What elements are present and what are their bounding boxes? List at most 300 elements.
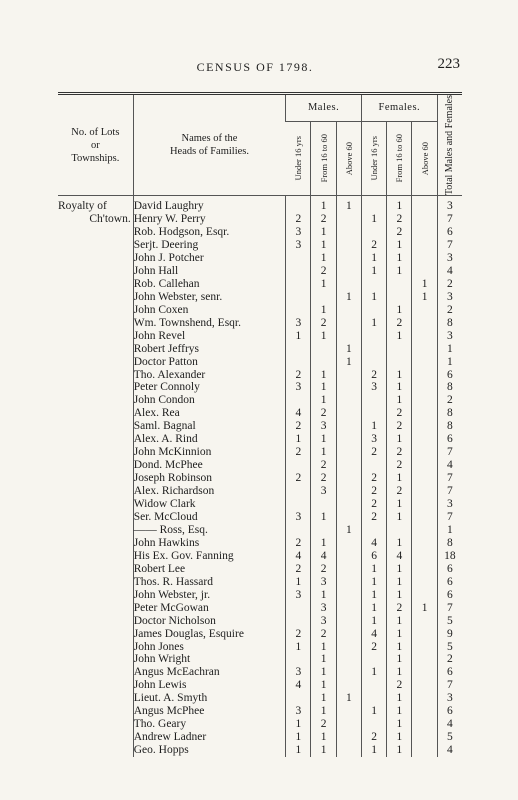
count-cell-m2: 1: [311, 666, 336, 679]
page-title: CENSUS OF 1798.: [196, 60, 314, 74]
count-cell-f1: [361, 407, 386, 420]
count-cell-m2: 2: [311, 718, 336, 731]
count-cell-m3: 1: [336, 692, 361, 705]
table-row: [58, 589, 462, 602]
count-cell-m1: 2: [286, 369, 311, 382]
head-of-family-name: Thos. R. Hassard: [133, 576, 286, 589]
census-rows: [58, 196, 462, 757]
township-cell: [58, 433, 133, 446]
count-cell-f3: [412, 628, 437, 641]
count-cell-f2: [387, 524, 412, 537]
count-cell-m3: [336, 731, 361, 744]
count-cell-f2: 1: [387, 511, 412, 524]
count-cell-m3: [336, 394, 361, 407]
count-cell-f2: [387, 356, 412, 369]
township-cell: [58, 317, 133, 330]
township-cell: Royalty of: [58, 200, 107, 213]
count-cell-m2: 1: [311, 589, 336, 602]
count-cell-f3: [412, 718, 437, 731]
count-cell-m3: [336, 679, 361, 692]
count-cell-m3: [336, 576, 361, 589]
township-cell: [58, 705, 133, 718]
township-cell: [58, 628, 133, 641]
count-cell-f1: 2: [361, 485, 386, 498]
count-cell-f2: 2: [387, 602, 412, 615]
count-cell-m1: 2: [286, 537, 311, 550]
count-cell-m1: [286, 252, 311, 265]
count-cell-m2: 1: [311, 330, 336, 343]
total-cell: 7: [437, 472, 462, 485]
page-header: [50, 58, 460, 78]
count-cell-m1: 3: [286, 511, 311, 524]
count-cell-f3: [412, 226, 437, 239]
total-cell: 7: [437, 213, 462, 226]
count-cell-m2: [311, 524, 336, 537]
count-cell-f1: 2: [361, 369, 386, 382]
count-cell-m2: 1: [311, 511, 336, 524]
count-cell-f2: [387, 343, 412, 356]
count-cell-m1: [286, 304, 311, 317]
count-cell-f3: [412, 446, 437, 459]
township-cell: [58, 641, 133, 654]
township-cell: [58, 472, 133, 485]
count-cell-m3: [336, 472, 361, 485]
count-cell-f2: 2: [387, 459, 412, 472]
head-of-family-name: Serjt. Deering: [133, 239, 286, 252]
count-cell-m2: 4: [311, 550, 336, 563]
table-row: [58, 265, 462, 278]
township-cell: [58, 381, 133, 394]
count-cell-f2: 1: [387, 641, 412, 654]
count-cell-f2: 2: [387, 317, 412, 330]
count-cell-m3: 1: [336, 356, 361, 369]
total-cell: 2: [437, 653, 462, 666]
table-row: [58, 641, 462, 654]
count-cell-m3: 1: [336, 524, 361, 537]
count-cell-m1: [286, 291, 311, 304]
count-cell-m1: 3: [286, 317, 311, 330]
count-cell-f3: [412, 317, 437, 330]
column-group-females: Females.: [361, 94, 437, 122]
head-of-family-name: Rob. Callehan: [133, 278, 286, 291]
township-cell: [58, 498, 133, 511]
total-cell: 8: [437, 317, 462, 330]
table-row: [58, 602, 462, 615]
count-cell-m2: 1: [311, 641, 336, 654]
head-of-family-name: Henry W. Perry: [133, 213, 286, 226]
count-cell-f3: [412, 356, 437, 369]
count-cell-f2: 2: [387, 407, 412, 420]
count-cell-m3: [336, 628, 361, 641]
total-cell: 6: [437, 589, 462, 602]
count-cell-m2: [311, 343, 336, 356]
head-of-family-name: Angus McEachran: [133, 666, 286, 679]
count-cell-m1: 2: [286, 446, 311, 459]
table-row: [58, 498, 462, 511]
head-of-family-name: Peter McGowan: [133, 602, 286, 615]
township-cell: [58, 731, 133, 744]
count-cell-f1: [361, 304, 386, 317]
count-cell-m3: [336, 252, 361, 265]
count-cell-m1: 3: [286, 666, 311, 679]
head-of-family-name: —— Ross, Esq.: [133, 524, 286, 537]
count-cell-m1: [286, 356, 311, 369]
count-cell-m3: [336, 589, 361, 602]
count-cell-m1: [286, 196, 311, 213]
count-cell-f3: [412, 420, 437, 433]
table-row: [58, 239, 462, 252]
count-cell-m2: 2: [311, 472, 336, 485]
table-row: [58, 304, 462, 317]
count-cell-f3: [412, 196, 437, 213]
count-cell-m1: [286, 343, 311, 356]
count-cell-m3: [336, 550, 361, 563]
head-of-family-name: Joseph Robinson: [133, 472, 286, 485]
count-cell-f1: 4: [361, 628, 386, 641]
count-cell-m3: [336, 265, 361, 278]
column-header-names: Names of the Heads of Families.: [133, 94, 286, 196]
count-cell-m2: 2: [311, 563, 336, 576]
count-cell-m2: 3: [311, 615, 336, 628]
table-row: [58, 511, 462, 524]
count-cell-m2: 2: [311, 265, 336, 278]
count-cell-m2: [311, 356, 336, 369]
count-cell-m1: 2: [286, 563, 311, 576]
count-cell-f3: [412, 304, 437, 317]
table-row: [58, 369, 462, 382]
total-cell: 4: [437, 718, 462, 731]
count-cell-m3: [336, 330, 361, 343]
total-cell: 2: [437, 394, 462, 407]
count-cell-f2: 1: [387, 394, 412, 407]
column-header-lots: No. of Lots or Townships.: [58, 94, 133, 196]
total-cell: 6: [437, 666, 462, 679]
total-cell: 18: [437, 550, 462, 563]
count-cell-m2: 2: [311, 317, 336, 330]
count-cell-f1: 1: [361, 213, 386, 226]
total-cell: 4: [437, 265, 462, 278]
head-of-family-name: Saml. Bagnal: [133, 420, 286, 433]
count-cell-f3: [412, 239, 437, 252]
table-row: [58, 576, 462, 589]
count-cell-m3: [336, 239, 361, 252]
count-cell-m2: [311, 291, 336, 304]
township-cell: [58, 394, 133, 407]
total-cell: 3: [437, 196, 462, 213]
count-cell-f2: 1: [387, 576, 412, 589]
township-cell: [58, 615, 133, 628]
table-row: [58, 628, 462, 641]
head-of-family-name: Tho. Alexander: [133, 369, 286, 382]
count-cell-m2: 1: [311, 239, 336, 252]
count-cell-f3: 1: [412, 291, 437, 304]
head-of-family-name: Robert Lee: [133, 563, 286, 576]
head-of-family-name: Lieut. A. Smyth: [133, 692, 286, 705]
count-cell-f2: 1: [387, 692, 412, 705]
count-cell-m3: [336, 433, 361, 446]
count-cell-m1: [286, 265, 311, 278]
head-of-family-name: Rob. Hodgson, Esqr.: [133, 226, 286, 239]
head-of-family-name: Andrew Ladner: [133, 731, 286, 744]
count-cell-f2: 1: [387, 589, 412, 602]
count-cell-f1: 1: [361, 563, 386, 576]
head-of-family-name: John Jones: [133, 641, 286, 654]
count-cell-f1: 1: [361, 615, 386, 628]
head-of-family-name: Widow Clark: [133, 498, 286, 511]
count-cell-f3: [412, 394, 437, 407]
township-cell: [58, 679, 133, 692]
table-row: [58, 692, 462, 705]
count-cell-f2: 1: [387, 705, 412, 718]
count-cell-f3: [412, 641, 437, 654]
count-cell-f3: [412, 550, 437, 563]
count-cell-m2: 1: [311, 394, 336, 407]
head-of-family-name: Geo. Hopps: [133, 744, 286, 757]
count-cell-m1: 1: [286, 731, 311, 744]
count-cell-m1: 1: [286, 718, 311, 731]
count-cell-f1: 4: [361, 537, 386, 550]
count-cell-m3: [336, 278, 361, 291]
count-cell-m1: 1: [286, 744, 311, 757]
count-cell-f1: 3: [361, 433, 386, 446]
column-header-females-under16: Under 16 yrs: [361, 121, 386, 196]
count-cell-f2: 1: [387, 381, 412, 394]
count-cell-f1: [361, 343, 386, 356]
count-cell-m3: 1: [336, 196, 361, 213]
total-cell: 7: [437, 446, 462, 459]
count-cell-m1: [286, 602, 311, 615]
total-cell: 3: [437, 291, 462, 304]
total-cell: 6: [437, 369, 462, 382]
count-cell-f2: 1: [387, 731, 412, 744]
township-cell: Ch'town.: [89, 213, 131, 226]
count-cell-f2: 1: [387, 498, 412, 511]
township-cell: [58, 278, 133, 291]
column-header-females-16to60: From 16 to 60: [387, 121, 412, 196]
count-cell-f2: 1: [387, 472, 412, 485]
head-of-family-name: John Hall: [133, 265, 286, 278]
count-cell-f2: 4: [387, 550, 412, 563]
table-row: [58, 381, 462, 394]
head-of-family-name: His Ex. Gov. Fanning: [133, 550, 286, 563]
page-number: 223: [437, 56, 460, 72]
count-cell-m1: [286, 278, 311, 291]
table-row: [58, 291, 462, 304]
count-cell-f3: [412, 330, 437, 343]
count-cell-m2: 1: [311, 381, 336, 394]
total-cell: 2: [437, 304, 462, 317]
table-row: [58, 744, 462, 757]
count-cell-m3: [336, 653, 361, 666]
count-cell-f1: 3: [361, 381, 386, 394]
count-cell-m2: 2: [311, 628, 336, 641]
count-cell-f3: [412, 252, 437, 265]
total-cell: 3: [437, 692, 462, 705]
count-cell-m2: 2: [311, 407, 336, 420]
township-cell: [58, 524, 133, 537]
table-row: [58, 394, 462, 407]
count-cell-f3: [412, 563, 437, 576]
head-of-family-name: Alex. Rea: [133, 407, 286, 420]
total-cell: 5: [437, 731, 462, 744]
count-cell-m1: 2: [286, 472, 311, 485]
count-cell-f2: 1: [387, 666, 412, 679]
count-cell-f2: 1: [387, 239, 412, 252]
township-cell: [58, 576, 133, 589]
total-cell: 3: [437, 498, 462, 511]
count-cell-m3: [336, 213, 361, 226]
total-cell: 6: [437, 576, 462, 589]
count-cell-f2: 1: [387, 304, 412, 317]
head-of-family-name: Tho. Geary: [133, 718, 286, 731]
head-of-family-name: Ser. McCloud: [133, 511, 286, 524]
table-row: [58, 472, 462, 485]
count-cell-f2: 1: [387, 265, 412, 278]
count-cell-f3: [412, 472, 437, 485]
count-cell-f3: [412, 653, 437, 666]
total-cell: 7: [437, 239, 462, 252]
table-row: [58, 485, 462, 498]
head-of-family-name: David Laughry: [133, 196, 286, 213]
total-cell: 9: [437, 628, 462, 641]
count-cell-m1: [286, 498, 311, 511]
township-cell: [58, 304, 133, 317]
township-cell: [58, 459, 133, 472]
count-cell-m1: 3: [286, 705, 311, 718]
head-of-family-name: John J. Potcher: [133, 252, 286, 265]
count-cell-f2: 1: [387, 563, 412, 576]
count-cell-f1: [361, 394, 386, 407]
count-cell-f2: 1: [387, 653, 412, 666]
count-cell-m1: [286, 615, 311, 628]
table-row: [58, 407, 462, 420]
count-cell-f1: 2: [361, 731, 386, 744]
count-cell-m3: [336, 705, 361, 718]
table-row: [58, 615, 462, 628]
count-cell-m2: 3: [311, 602, 336, 615]
count-cell-m3: [336, 563, 361, 576]
total-cell: 8: [437, 537, 462, 550]
count-cell-m1: [286, 692, 311, 705]
count-cell-f1: [361, 226, 386, 239]
count-cell-m2: 3: [311, 420, 336, 433]
count-cell-f1: [361, 718, 386, 731]
count-cell-m2: 1: [311, 226, 336, 239]
column-header-females-above60: Above 60: [412, 121, 437, 196]
count-cell-f2: 1: [387, 252, 412, 265]
table-row: [58, 666, 462, 679]
column-header-males-under16: Under 16 yrs: [286, 121, 311, 196]
count-cell-m1: 3: [286, 239, 311, 252]
count-cell-m2: 1: [311, 304, 336, 317]
count-cell-f3: [412, 692, 437, 705]
head-of-family-name: Dond. McPhee: [133, 459, 286, 472]
count-cell-m1: [286, 524, 311, 537]
total-cell: 4: [437, 459, 462, 472]
count-cell-m2: 1: [311, 433, 336, 446]
head-of-family-name: John Webster, senr.: [133, 291, 286, 304]
count-cell-f1: 1: [361, 705, 386, 718]
count-cell-m1: 4: [286, 679, 311, 692]
township-cell: [58, 291, 133, 304]
table-row: [58, 343, 462, 356]
count-cell-m2: 3: [311, 485, 336, 498]
count-cell-f2: 1: [387, 628, 412, 641]
column-header-total: Total Males and Females: [437, 94, 462, 196]
count-cell-m3: [336, 226, 361, 239]
count-cell-m3: [336, 446, 361, 459]
count-cell-f3: 1: [412, 602, 437, 615]
table-row: [58, 213, 462, 226]
count-cell-m3: [336, 369, 361, 382]
count-cell-f3: [412, 615, 437, 628]
count-cell-m2: 2: [311, 459, 336, 472]
table-row: [58, 356, 462, 369]
count-cell-m3: [336, 744, 361, 757]
count-cell-f3: [412, 213, 437, 226]
table-row: [58, 433, 462, 446]
count-cell-f1: 1: [361, 666, 386, 679]
table-row: [58, 226, 462, 239]
count-cell-m2: 1: [311, 252, 336, 265]
total-cell: 5: [437, 615, 462, 628]
count-cell-f1: [361, 356, 386, 369]
count-cell-m2: 1: [311, 369, 336, 382]
count-cell-f3: [412, 381, 437, 394]
count-cell-f1: [361, 524, 386, 537]
table-row: [58, 330, 462, 343]
township-cell: [58, 420, 133, 433]
count-cell-f2: 1: [387, 196, 412, 213]
count-cell-f2: 2: [387, 446, 412, 459]
total-cell: 7: [437, 511, 462, 524]
count-cell-m2: 3: [311, 576, 336, 589]
total-cell: 1: [437, 356, 462, 369]
count-cell-f1: 6: [361, 550, 386, 563]
count-cell-m2: 1: [311, 705, 336, 718]
count-cell-m1: 3: [286, 381, 311, 394]
count-cell-f3: [412, 705, 437, 718]
table-row: [58, 705, 462, 718]
count-cell-m1: 2: [286, 628, 311, 641]
count-cell-f1: 1: [361, 602, 386, 615]
count-cell-f3: [412, 679, 437, 692]
count-cell-m3: [336, 381, 361, 394]
count-cell-m1: 1: [286, 576, 311, 589]
count-cell-m1: [286, 459, 311, 472]
table-row: [58, 718, 462, 731]
head-of-family-name: John Condon: [133, 394, 286, 407]
count-cell-f3: [412, 744, 437, 757]
count-cell-f1: 2: [361, 641, 386, 654]
count-cell-m3: [336, 485, 361, 498]
count-cell-f1: 2: [361, 498, 386, 511]
count-cell-f2: 1: [387, 744, 412, 757]
count-cell-m3: 1: [336, 291, 361, 304]
count-cell-m3: [336, 459, 361, 472]
table-row: [58, 537, 462, 550]
table-row: [58, 459, 462, 472]
count-cell-f1: 1: [361, 317, 386, 330]
township-cell: [58, 718, 133, 731]
count-cell-f3: [412, 498, 437, 511]
count-cell-f2: [387, 278, 412, 291]
count-cell-m3: [336, 602, 361, 615]
count-cell-m1: 4: [286, 550, 311, 563]
count-cell-f2: 2: [387, 213, 412, 226]
count-cell-f3: [412, 524, 437, 537]
head-of-family-name: John Lewis: [133, 679, 286, 692]
